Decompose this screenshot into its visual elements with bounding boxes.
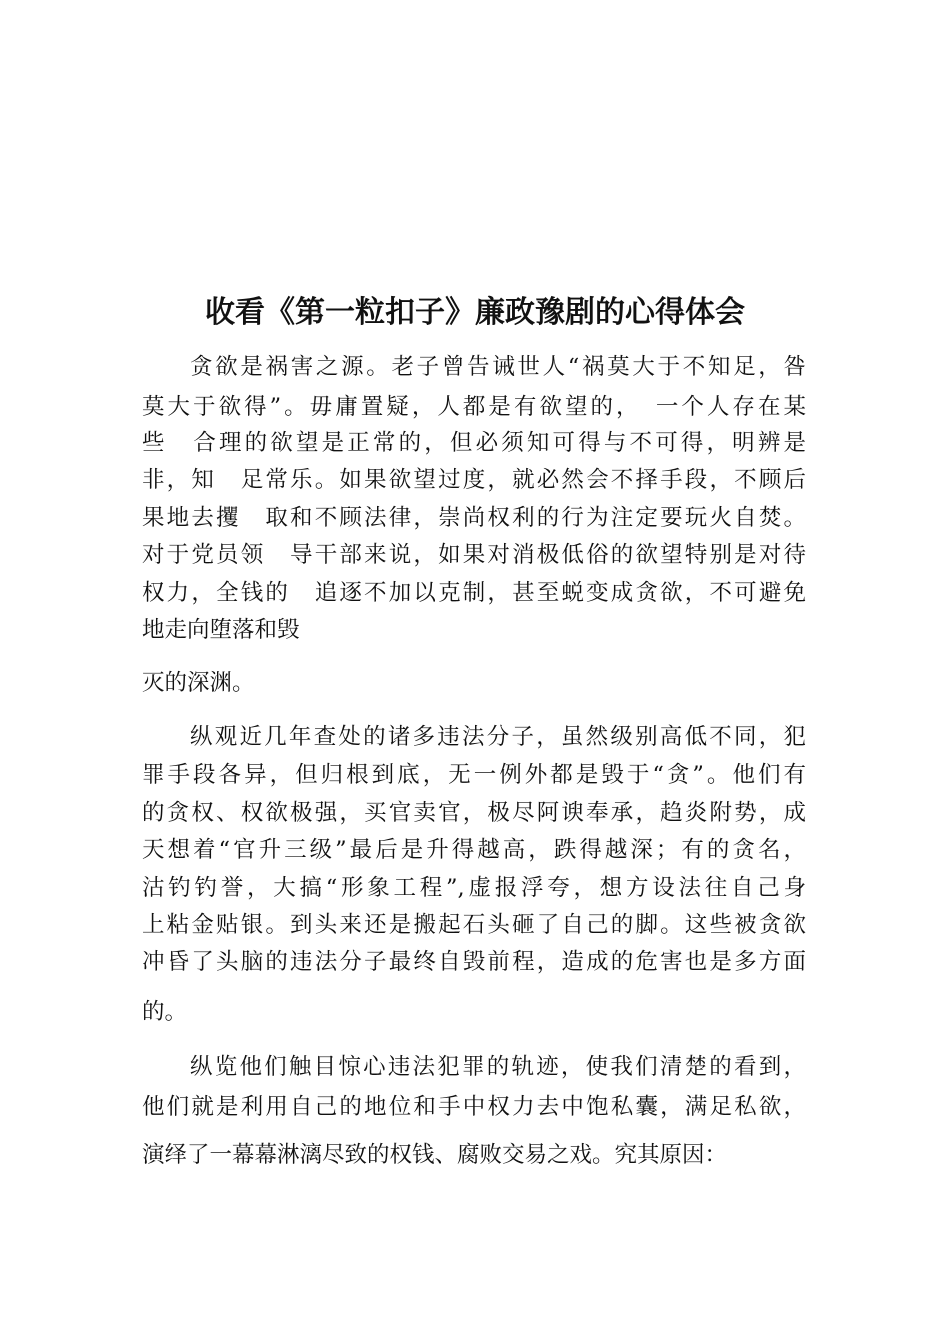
paragraph-line: 上粘金贴银。到头来还是搬起石头砸了自己的脚。这些被贪欲: [142, 912, 806, 938]
paragraph-line: 沽钓钓誉，大搞“形象工程”,虚报浮夸，想方设法往自己身: [142, 875, 806, 901]
paragraph-line: 天想着“官升三级”最后是升得越高，跌得越深；有的贪名，: [142, 837, 806, 863]
paragraph-line: 灭的深渊。: [142, 670, 255, 696]
paragraph-line: 贪欲是祸害之源。老子曾告诫世人“祸莫大于不知足，咎: [190, 354, 806, 380]
paragraph-line: 纵览他们触目惊心违法犯罪的轨迹，使我们清楚的看到，: [190, 1054, 806, 1080]
paragraph-line: 的。: [142, 999, 188, 1025]
paragraph-line: 的贪权、权欲极强，买官卖官，极尽阿谀奉承，趋炎附势，成: [142, 800, 806, 826]
paragraph-line: 些 合理的欲望是正常的，但必须知可得与不可得，明辨是: [142, 430, 806, 456]
paragraph-line: 权力，全钱的 追逐不加以克制，甚至蜕变成贪欲，不可避免: [142, 580, 806, 606]
paragraph-line: 演绎了一幕幕淋漓尽致的权钱、腐败交易之戏。究其原因：: [142, 1142, 728, 1168]
paragraph-line: 纵观近几年查处的诸多违法分子，虽然级别高低不同，犯: [190, 724, 806, 750]
paragraph-line: 罪手段各异，但归根到底，无一例外都是毁于“贪”。他们有: [142, 762, 806, 788]
paragraph-line: 莫大于欲得”。毋庸置疑，人都是有欲望的， 一个人存在某: [142, 394, 806, 420]
paragraph-line: 他们就是利用自己的地位和手中权力去中饱私囊，满足私欲，: [142, 1094, 806, 1120]
paragraph-line: 非，知 足常乐。如果欲望过度，就必然会不择手段，不顾后: [142, 467, 806, 493]
paragraph-line: 对于党员领 导干部来说，如果对消极低俗的欲望特别是对待: [142, 542, 806, 568]
paragraph-line: 果地去攫 取和不顾法律，崇尚权利的行为注定要玩火自焚。: [142, 505, 806, 531]
paragraph-line: 地走向堕落和毁: [142, 617, 300, 643]
document-title: 收看《第一粒扣子》廉政豫剧的心得体会: [205, 295, 745, 330]
paragraph-line: 冲昏了头脑的违法分子最终自毁前程，造成的危害也是多方面: [142, 949, 806, 975]
